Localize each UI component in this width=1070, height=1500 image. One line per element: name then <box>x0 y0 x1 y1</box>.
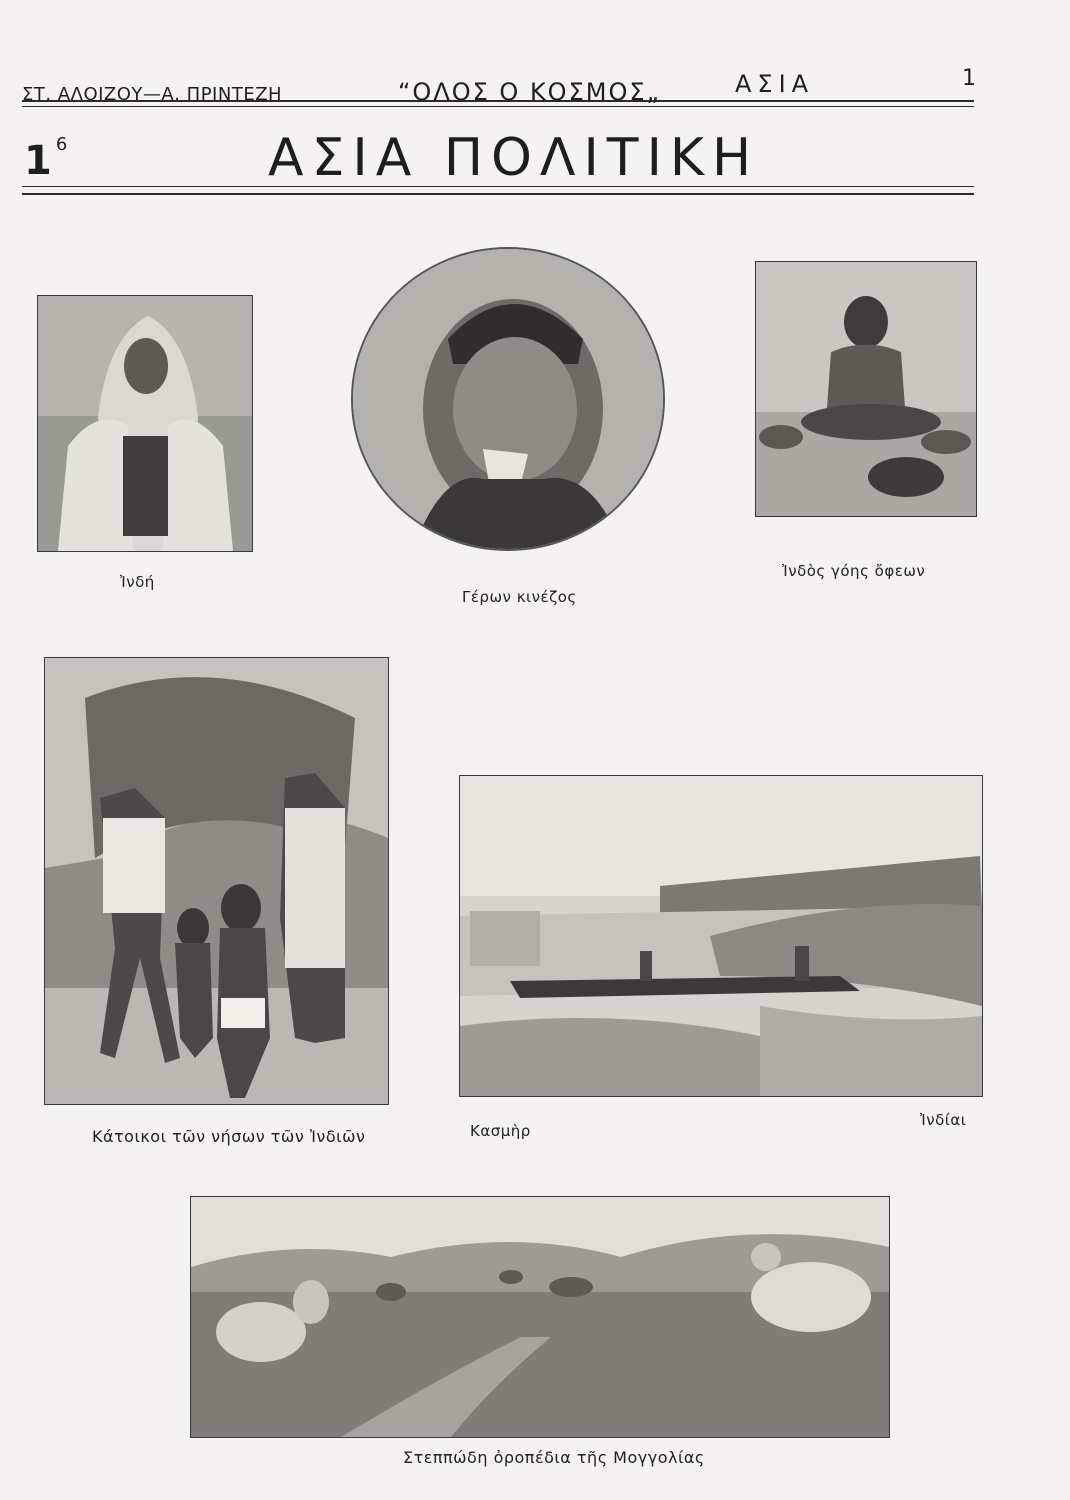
header-rule-top <box>22 100 974 102</box>
header-page-number: 1 <box>962 66 977 91</box>
photo-snake-charmer <box>755 261 977 517</box>
photo-mongolian-steppe <box>190 1196 890 1438</box>
photo-kashmir <box>459 775 983 1097</box>
title-rule-bottom <box>22 193 974 195</box>
title-rule-top <box>22 186 974 187</box>
caption-indian-woman: Ἰνδή <box>120 573 155 591</box>
photo-old-chinese-man <box>351 247 665 551</box>
photo-islanders <box>44 657 389 1105</box>
caption-snake-charmer: Ἰνδὸς γόης ὄφεων <box>782 562 926 580</box>
header-section: ΑΣΙΑ <box>735 70 815 98</box>
caption-mongolian-steppe: Στεππώδη ὀροπέδια τῆς Μογγολίας <box>403 1448 705 1467</box>
caption-kashmir: Κασμὴρ <box>470 1122 531 1140</box>
caption-kashmir-region: Ἰνδίαι <box>920 1111 967 1129</box>
photo-indian-woman <box>37 295 253 552</box>
caption-old-chinese-man: Γέρων κινέζος <box>462 588 577 606</box>
header-authors: ΣΤ. ΑΛΟΙΖΟΥ—Α. ΠΡΙΝΤΕΖΗ <box>22 84 283 105</box>
header-series-title: “ΟΛΟΣ Ο ΚΟΣΜΟΣ„ <box>398 78 661 106</box>
caption-islanders: Κάτοικοι τῶν νήσων τῶν Ἰνδιῶν <box>92 1127 366 1146</box>
header-rule-bottom <box>22 106 974 107</box>
plate-number-suffix: 6 <box>55 134 68 155</box>
plate-number: 1 $^6$ <box>24 134 68 184</box>
plate-title: ΑΣΙΑ ΠΟΛΙΤΙΚΗ <box>268 128 760 188</box>
